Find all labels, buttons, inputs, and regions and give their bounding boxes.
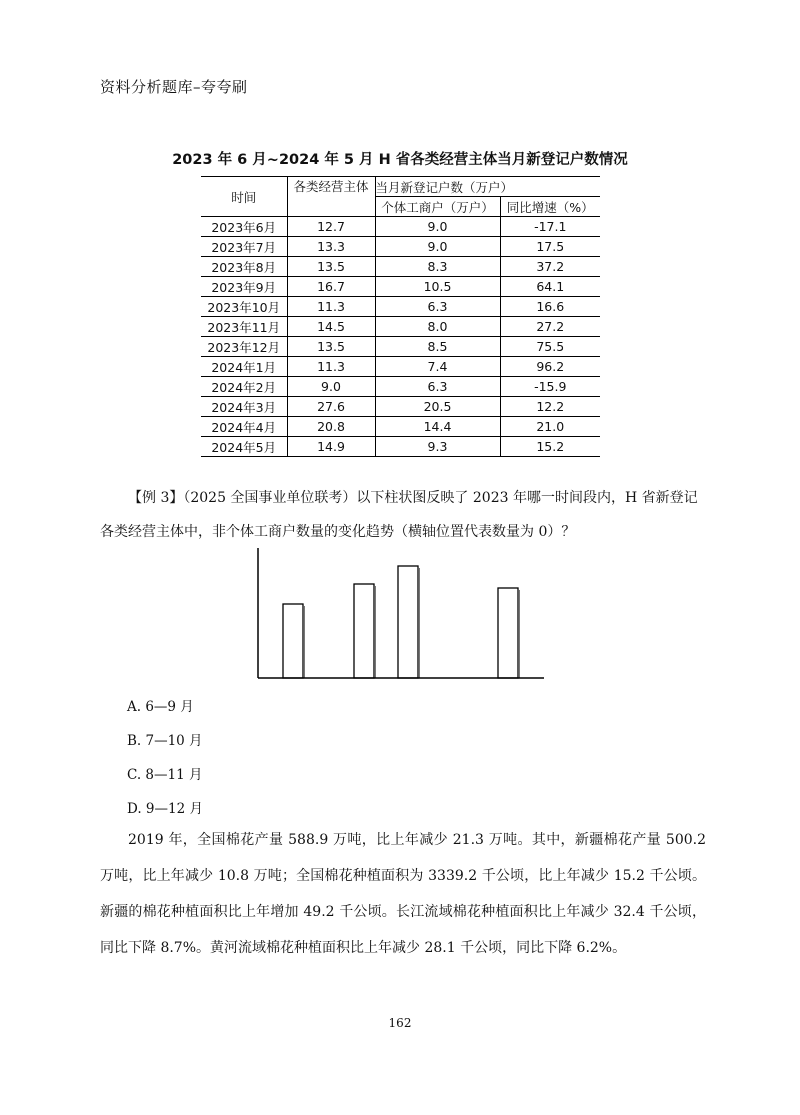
page-header: 资料分析题库–夸夸刷 <box>100 78 248 96</box>
cell-all: 11.3 <box>287 357 375 377</box>
cell-all: 13.3 <box>287 237 375 257</box>
cell-individual: 20.5 <box>375 397 500 417</box>
table-row <box>201 257 600 277</box>
cell-all: 16.7 <box>287 277 375 297</box>
cell-all: 9.0 <box>287 377 375 397</box>
cell-all: 20.8 <box>287 417 375 437</box>
table-row <box>201 377 600 397</box>
question-line-1: 【例 3】（2025 全国事业单位联考）以下柱状图反映了 2023 年哪一时间段内，H 省新登记 <box>128 490 698 506</box>
col-header-growth: 同比增速（%） <box>500 197 600 217</box>
cell-growth: 16.6 <box>500 297 600 317</box>
material-paragraph <box>100 822 706 966</box>
cell-individual: 7.4 <box>375 357 500 377</box>
cell-growth: -15.9 <box>500 377 600 397</box>
cell-growth: 12.2 <box>500 397 600 417</box>
cell-growth: 96.2 <box>500 357 600 377</box>
cell-time: 2024年1月 <box>201 357 287 377</box>
cell-growth: 17.5 <box>500 237 600 257</box>
cell-time: 2023年6月 <box>201 217 287 237</box>
cell-growth: 21.0 <box>500 417 600 437</box>
cell-growth: 37.2 <box>500 257 600 277</box>
table-row <box>201 217 600 237</box>
cell-growth: -17.1 <box>500 217 600 237</box>
question-stem <box>100 481 700 549</box>
cell-individual: 14.4 <box>375 417 500 437</box>
table-row <box>201 437 600 457</box>
data-table <box>201 176 600 457</box>
cell-individual: 9.0 <box>375 217 500 237</box>
option-b[interactable]: B. 7—10 月 <box>127 733 203 749</box>
col-header-time: 时间 <box>201 177 287 217</box>
cell-time: 2023年10月 <box>201 297 287 317</box>
option-a[interactable]: A. 6—9 月 <box>127 699 194 715</box>
cell-individual: 8.5 <box>375 337 500 357</box>
cell-growth: 75.5 <box>500 337 600 357</box>
cell-individual: 9.3 <box>375 437 500 457</box>
cell-time: 2023年12月 <box>201 337 287 357</box>
cell-all: 13.5 <box>287 257 375 277</box>
cell-time: 2023年11月 <box>201 317 287 337</box>
cell-time: 2023年8月 <box>201 257 287 277</box>
option-c[interactable]: C. 8—11 月 <box>127 767 203 783</box>
bar-3 <box>398 566 418 678</box>
cell-individual: 9.0 <box>375 237 500 257</box>
cell-individual: 10.5 <box>375 277 500 297</box>
cell-time: 2024年2月 <box>201 377 287 397</box>
question-line-2: 各类经营主体中，非个体工商户数量的变化趋势（横轴位置代表数量为 0）？ <box>100 524 576 540</box>
cell-all: 13.5 <box>287 337 375 357</box>
col-header-individual: 个体工商户（万户） <box>375 197 500 217</box>
table-row <box>201 417 600 437</box>
page-number: 162 <box>388 1016 412 1030</box>
cell-individual: 6.3 <box>375 297 500 317</box>
col-header-group: 当月新登记户数（万户） <box>375 177 600 197</box>
bar-chart <box>256 548 546 680</box>
col-header-all: 各类经营主体 <box>287 177 375 217</box>
cell-time: 2024年4月 <box>201 417 287 437</box>
table-row <box>201 277 600 297</box>
table-row <box>201 337 600 357</box>
bar-1 <box>283 604 303 678</box>
table-row <box>201 357 600 377</box>
cell-time: 2024年3月 <box>201 397 287 417</box>
cell-time: 2024年5月 <box>201 437 287 457</box>
table-row <box>201 317 600 337</box>
answer-options <box>127 690 203 826</box>
cell-all: 11.3 <box>287 297 375 317</box>
cell-all: 27.6 <box>287 397 375 417</box>
cell-all: 12.7 <box>287 217 375 237</box>
cell-growth: 27.2 <box>500 317 600 337</box>
cell-growth: 64.1 <box>500 277 600 297</box>
option-d[interactable]: D. 9—12 月 <box>127 801 203 817</box>
paragraph-text: 2019 年，全国棉花产量 588.9 万吨，比上年减少 21.3 万吨。其中，新疆棉花产量 500.2 万吨，比上年减少 10.8 万吨；全国棉花种植面积为 3339.2 千公顷，比上年减少 15.2 千公顷。新疆的棉花种植面积比上年增加 49.2 千公顷。长江流域棉花种植面积比上年减少 32.4 千公顷，同比下降 8.7%。黄河流域棉花种植面积比上年减少 28.1 千公顷，同比下降 6.2%。 <box>100 832 706 956</box>
cell-individual: 8.0 <box>375 317 500 337</box>
cell-all: 14.5 <box>287 317 375 337</box>
cell-individual: 6.3 <box>375 377 500 397</box>
cell-growth: 15.2 <box>500 437 600 457</box>
table-title: 2023 年 6 月~2024 年 5 月 H 省各类经营主体当月新登记户数情况 <box>172 152 628 168</box>
bar-2 <box>354 584 374 678</box>
table-row <box>201 237 600 257</box>
table-row <box>201 297 600 317</box>
bar-4 <box>498 588 518 678</box>
cell-individual: 8.3 <box>375 257 500 277</box>
table-row <box>201 397 600 417</box>
cell-time: 2023年9月 <box>201 277 287 297</box>
cell-all: 14.9 <box>287 437 375 457</box>
cell-time: 2023年7月 <box>201 237 287 257</box>
